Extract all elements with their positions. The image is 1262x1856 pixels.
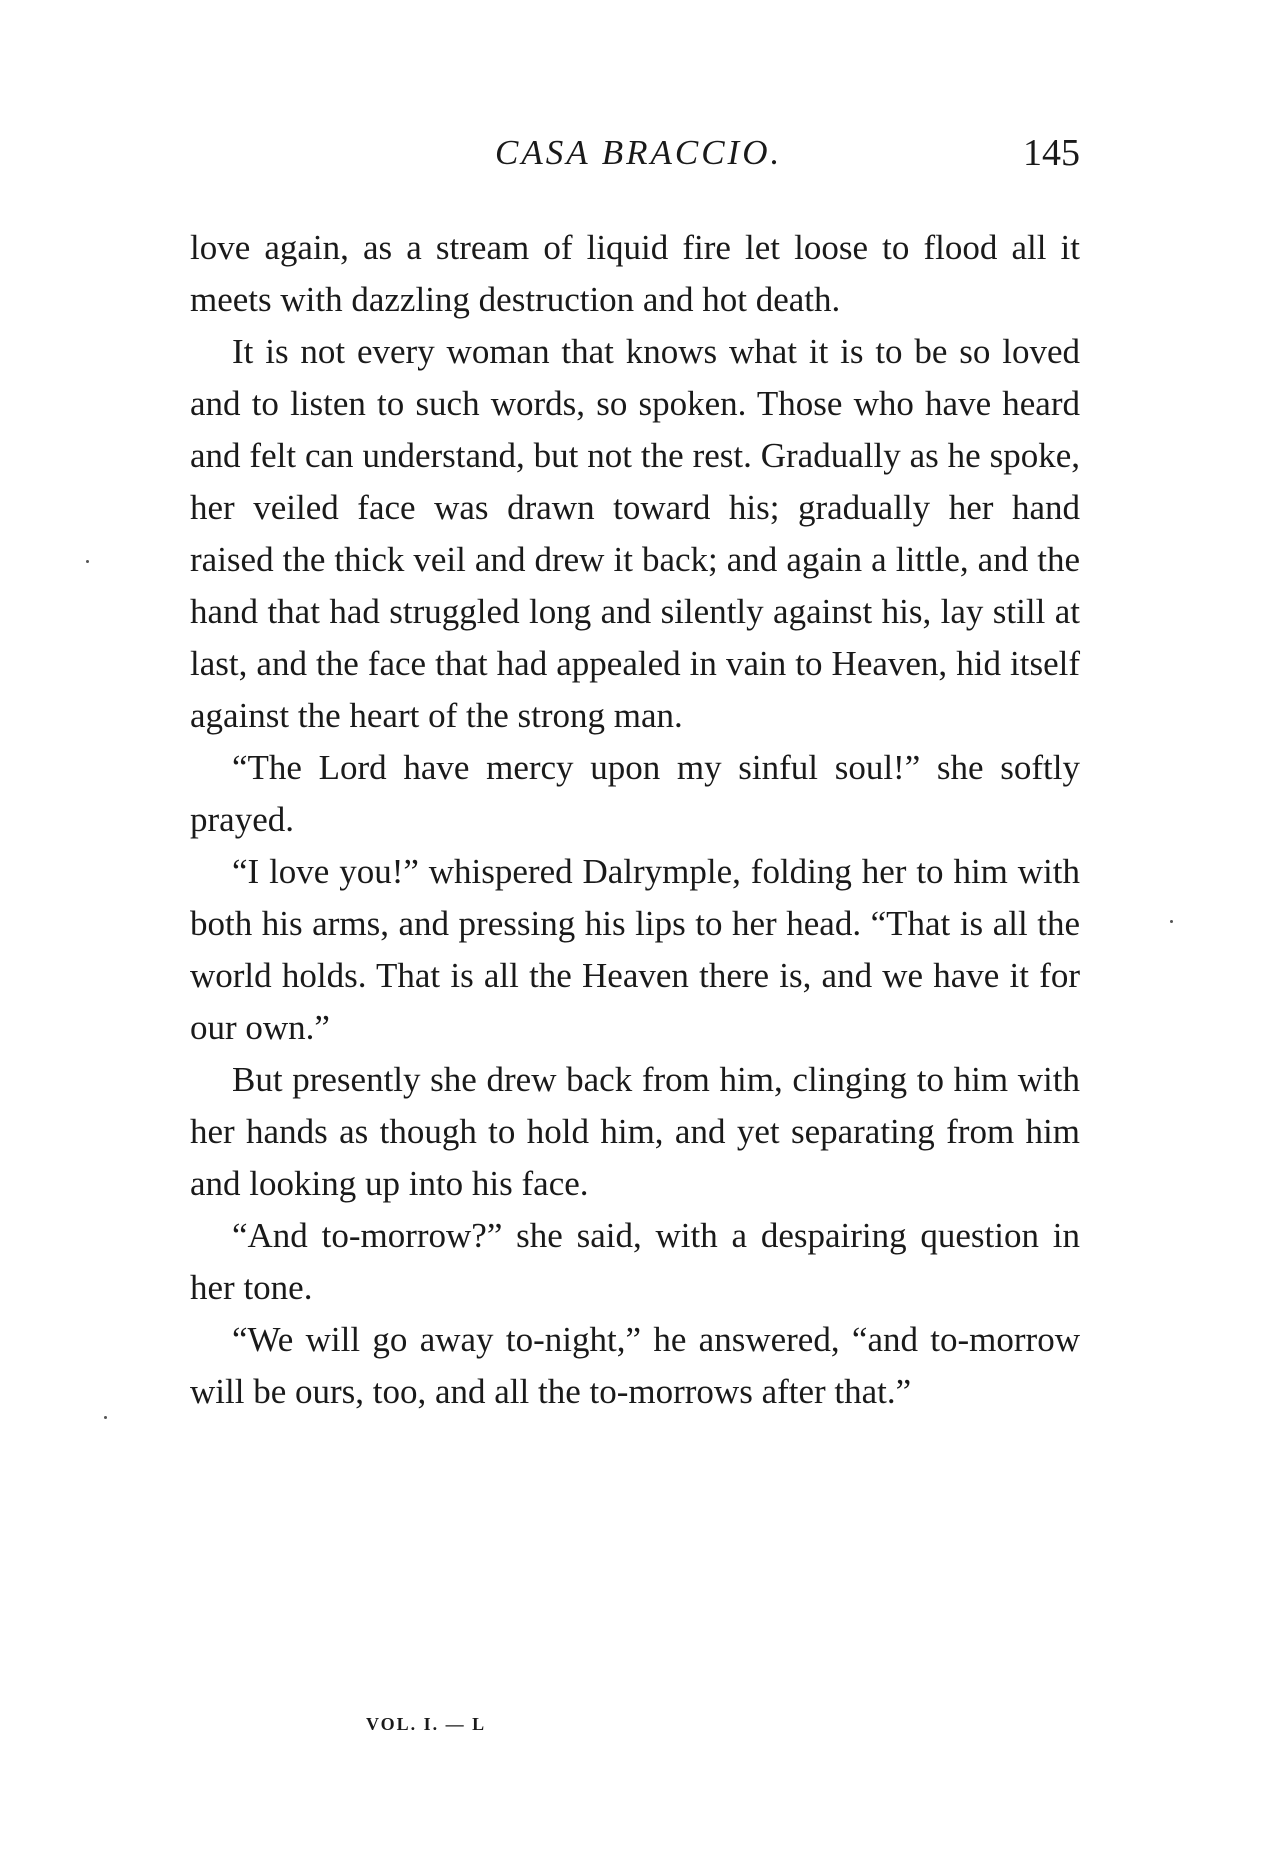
paragraph-7: “We will go away to-night,” he answered, “and to-morrow will be ours, too, and all the to-morrows after that.” — [190, 1320, 1080, 1411]
paragraph-5: But presently she drew back from him, clinging to him with her hands as though to hold him, and yet separating from him and looking up into his face. — [190, 1060, 1080, 1203]
page-number: 145 — [1023, 132, 1080, 174]
paragraph-4: “I love you!” whispered Dalrymple, folding her to him with both his arms, and pressing his lips to her head. “That is all the world holds. That is all the Heaven there is, and we have it for our own.” — [190, 852, 1080, 1047]
paragraph-6: “And to-morrow?” she said, with a despairing question in her tone. — [190, 1216, 1080, 1307]
paper-speck — [104, 1416, 107, 1419]
paragraph-2: It is not every woman that knows what it is to be so loved and to listen to such words, so spoken. Those who have heard and felt can understand, but not the rest. Gradually as he spoke, her veiled face was drawn toward his; gradually her hand raised the thick veil and drew it back; and again a little, and the hand that had struggled long and silently against his, lay still at last, and the face that had appealed in vain to Heaven, hid itself against the heart of the strong man. — [190, 332, 1080, 735]
body-text — [190, 222, 1080, 1418]
paragraph-1: love again, as a stream of liquid fire let loose to flood all it meets with dazzling destruction and hot death. — [190, 228, 1080, 319]
signature-mark: VOL. I. — L — [366, 1714, 487, 1734]
page-header — [190, 128, 1080, 178]
paragraph-3: “The Lord have mercy upon my sinful soul!” she softly prayed. — [190, 748, 1080, 839]
paper-speck — [86, 560, 89, 563]
running-head: CASA BRACCIO. — [495, 133, 783, 172]
paper-speck — [1170, 920, 1173, 923]
